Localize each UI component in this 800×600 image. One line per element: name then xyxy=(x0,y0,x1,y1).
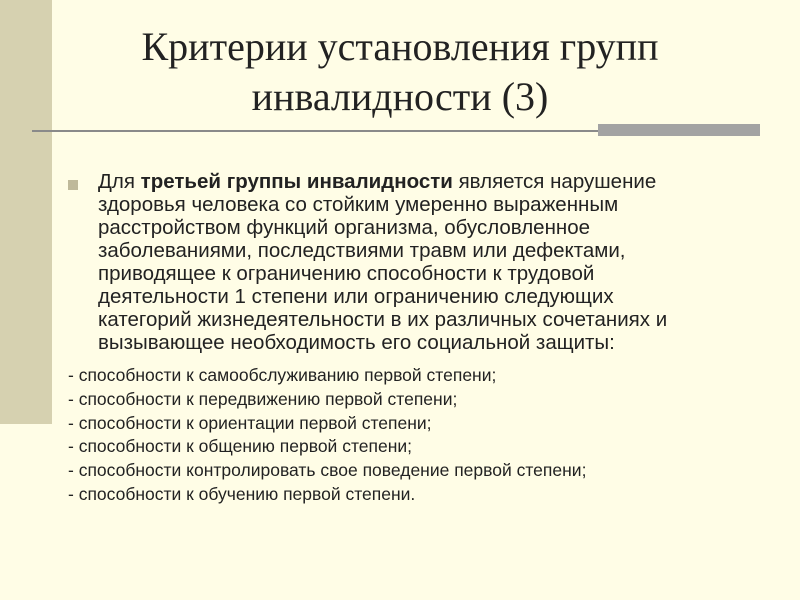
bullet-square-icon xyxy=(68,180,78,190)
bullet-text-span: является нарушение xyxy=(452,170,657,193)
title-divider-accent xyxy=(598,124,760,136)
slide-title xyxy=(60,22,740,122)
title-line-1: Критерии установления групп xyxy=(141,24,659,69)
bullet-line: деятельности 1 степени или ограничению следующих xyxy=(98,285,614,308)
list-item: - способности к ориентации первой степени; xyxy=(68,412,432,433)
bullet-line: здоровья человека со стойким умеренно выраженным xyxy=(98,193,619,216)
decorative-sidebar xyxy=(0,0,52,424)
list-item: - способности к самообслуживанию первой степени; xyxy=(68,365,497,385)
bullet-line: категорий жизнедеятельности в их различных сочетаниях и xyxy=(98,308,668,331)
list-item: - способности к обучению первой степени. xyxy=(68,483,416,504)
list-item: - способности к общению первой степени; xyxy=(68,436,413,457)
list-item: - способности контролировать свое поведение первой степени; xyxy=(68,460,587,481)
bullet-line xyxy=(98,170,788,193)
bullet-bold-text: третьей группы инвалидности xyxy=(140,170,453,193)
bullet-line: расстройством функций организма, обусловленное xyxy=(98,216,591,239)
bullet-line: вызывающее необходимость его социальной защиты: xyxy=(98,331,615,354)
bullet-line: заболеваниями, последствиями травм или дефектами, xyxy=(98,239,626,262)
main-bullet-text xyxy=(98,170,788,354)
title-line-2: инвалидности (3) xyxy=(251,74,549,119)
bullet-text-span: Для xyxy=(98,170,141,193)
list-item: - способности к передвижению первой степени; xyxy=(68,388,458,409)
sub-items-list xyxy=(68,364,788,507)
bullet-line: приводящее к ограничению способности к трудовой xyxy=(98,262,595,285)
